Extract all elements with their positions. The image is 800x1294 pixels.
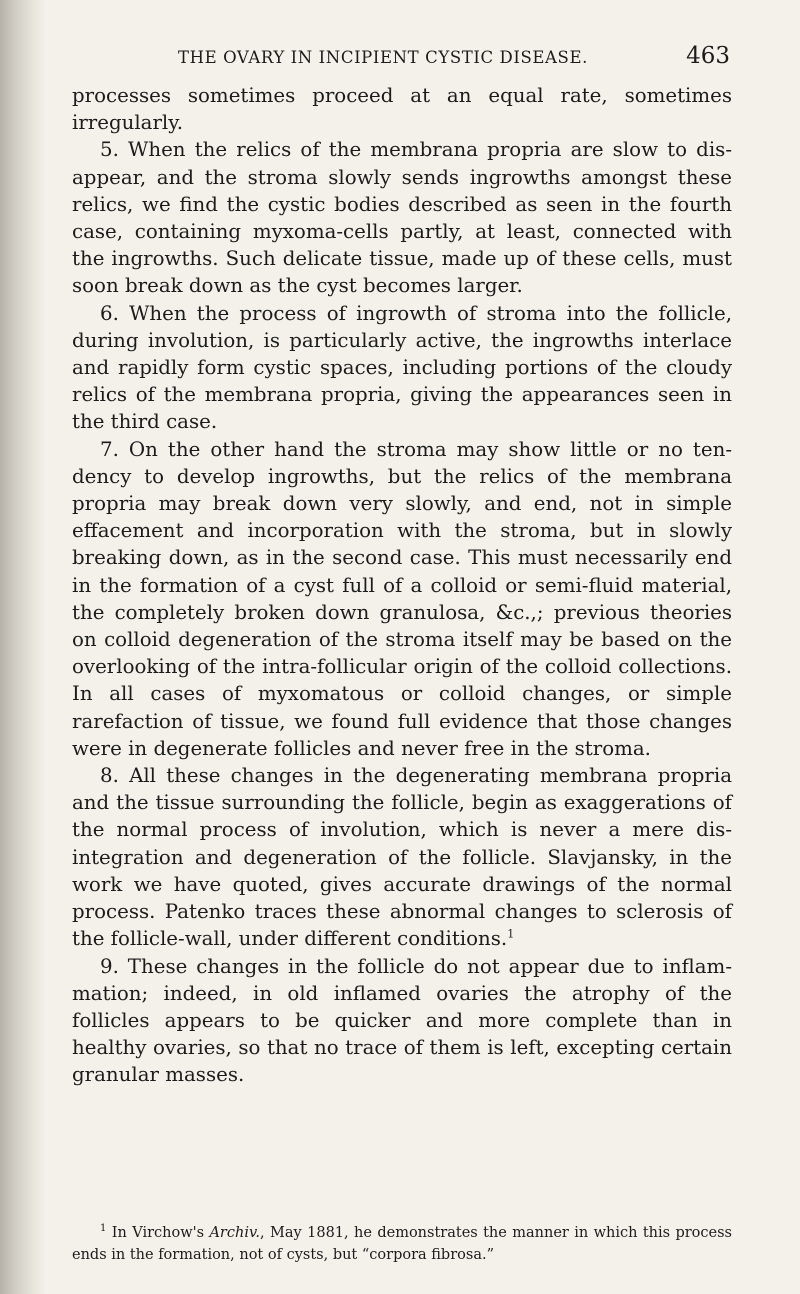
footnote	[72, 1222, 732, 1266]
footnote-text-before: In Virchow's	[111, 1225, 210, 1241]
paragraph-9: 9. These changes in the follicle do not appear due to inflammation; indeed, in old inflamed ovaries the atrophy of the follicles appears to be quicker and more complete than in healthy ovaries, so that no trace of them is left, excepting certain granular masses.	[72, 954, 732, 1087]
page-number: 463	[686, 43, 730, 69]
footnote-reference[interactable]: 1	[507, 927, 515, 941]
footnote-text-after: , May 1881, he demonstrates the manner in which this process ends in the formation, not of cysts, but “corpora fibrosa.”	[72, 1225, 732, 1263]
paragraph-7: 7. On the other hand the stroma may show little or no tendency to develop ingrowths, but the relics of the membrana propria may break down very slowly, and end, not in simple effacement and incorporation with the stroma, but in slowly breaking down, as in the second case. This must necessarily end in the formation of a cyst full of a colloid or semi-fluid material, the completely broken down granulosa, &c.,; previous theories on colloid degeneration of the stroma itself may be based on the overlooking of the intra-follicular origin of the colloid collections. In all cases of myxomatous or colloid changes, or simple rarefaction of tissue, we found full evidence that those changes were in degenerate follicles and never free in the stroma.	[72, 437, 732, 760]
paragraph-5: 5. When the relics of the membrana propria are slow to disappear, and the stroma slowly sends ingrowths amongst these relics, we find the cystic bodies described as seen in the fourth case, containing myxoma-cells partly, at least, connected with the ingrowths. Such delicate tissue, made up of these cells, must soon break down as the cyst becomes larger.	[72, 138, 732, 298]
paragraph-continued: processes sometimes proceed at an equal rate, sometimes irregularly.	[72, 84, 732, 135]
paragraph-8-text: 8. All these changes in the degenerating membrana propria and the tissue surrounding the follicle, begin as exaggerations of the normal process of involution, which is never a mere disintegration and degeneration of the follicle. Slavjansky, in the work we have quoted, gives accurate drawings of the normal process. Patenko traces these abnormal changes to sclerosis of the follicle-wall, under different conditions.	[72, 764, 732, 951]
running-title: THE OVARY IN INCIPIENT CYSTIC DISEASE.	[178, 48, 588, 67]
page-header	[70, 42, 730, 74]
paragraph-8	[72, 762, 732, 952]
paragraph-6: 6. When the process of ingrowth of stroma into the follicle, during involution, is particularly active, the ingrowths interlace and rapidly form cystic spaces, including portions of the cloudy relics of the membrana propria, giving the appearances seen in the third case.	[72, 301, 732, 434]
binding-gutter-shadow	[0, 0, 46, 1294]
footnote-journal-title: Archiv.	[209, 1225, 261, 1241]
body-text	[72, 82, 732, 1089]
footnote-mark: 1	[100, 1223, 107, 1235]
